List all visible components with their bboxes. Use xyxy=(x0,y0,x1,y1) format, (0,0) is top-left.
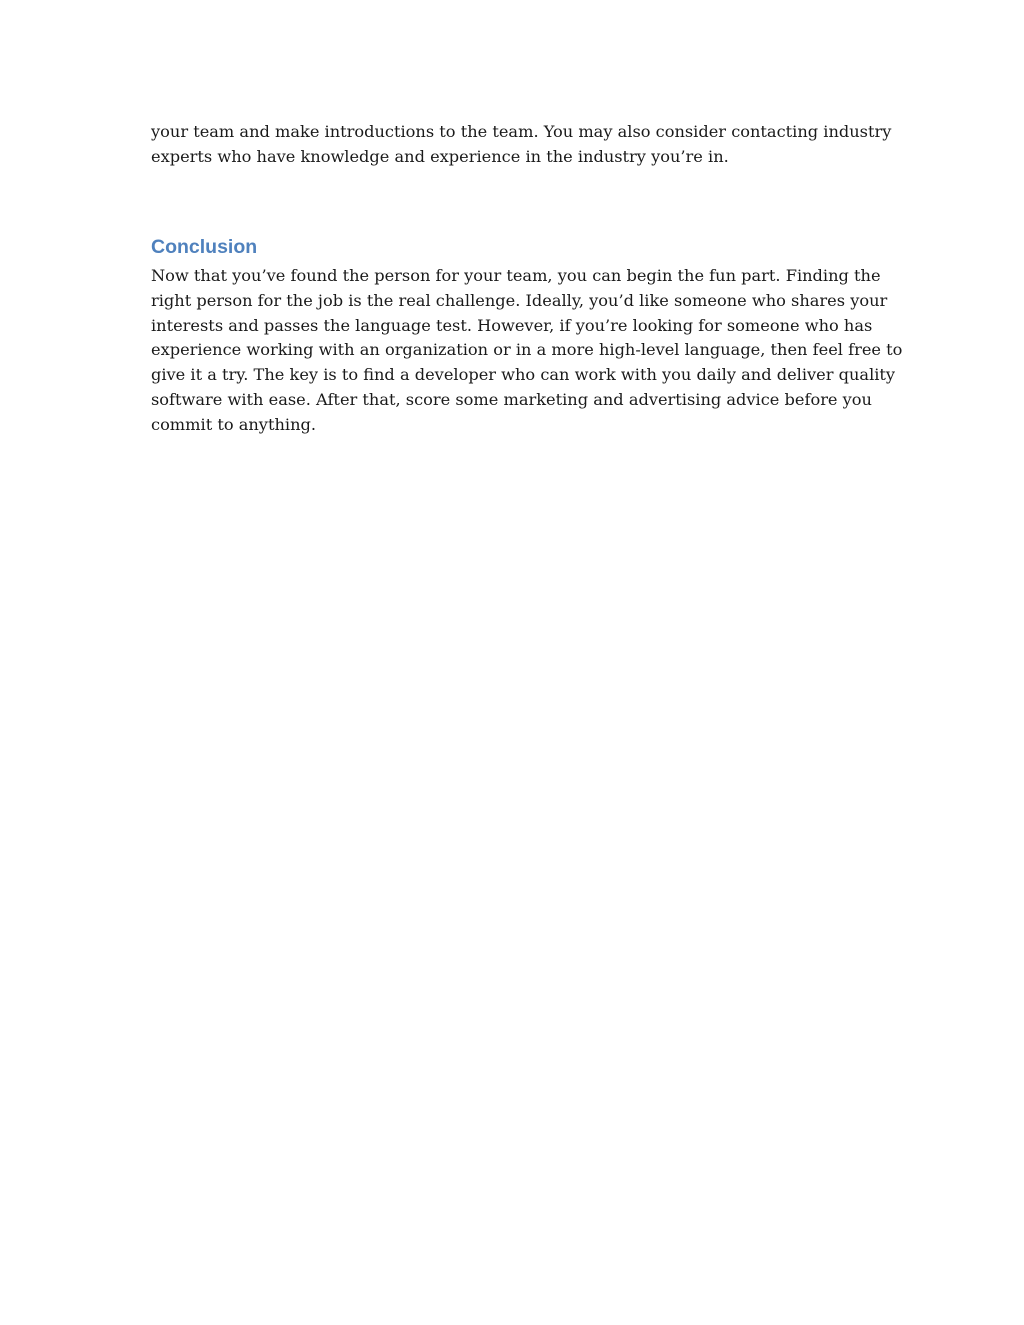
paragraph-line: Now that you’ve found the person for your team, you can begin the fun part. Finding the xyxy=(151,266,881,285)
section-heading-conclusion: Conclusion xyxy=(151,236,258,258)
paragraph-line: commit to anything. xyxy=(151,414,316,434)
paragraph-line: experience working with an organization or in a more high-level language, then feel free to xyxy=(151,340,903,360)
paragraph-line: give it a try. The key is to find a developer who can work with you daily and deliver quality xyxy=(151,365,896,385)
paragraph-line: software with ease. After that, score some marketing and advertising advice before you xyxy=(151,389,872,409)
paragraph-line: interests and passes the language test. However, if you’re looking for someone who has xyxy=(151,315,873,335)
paragraph-line: your team and make introductions to the team. You may also consider contacting industry xyxy=(151,122,892,141)
paragraph-line: experts who have knowledge and experience in the industry you’re in. xyxy=(151,146,729,166)
paragraph-line: right person for the job is the real challenge. Ideally, you’d like someone who shares your xyxy=(151,290,888,310)
conclusion-paragraph xyxy=(151,264,903,438)
intro-paragraph xyxy=(151,120,892,170)
